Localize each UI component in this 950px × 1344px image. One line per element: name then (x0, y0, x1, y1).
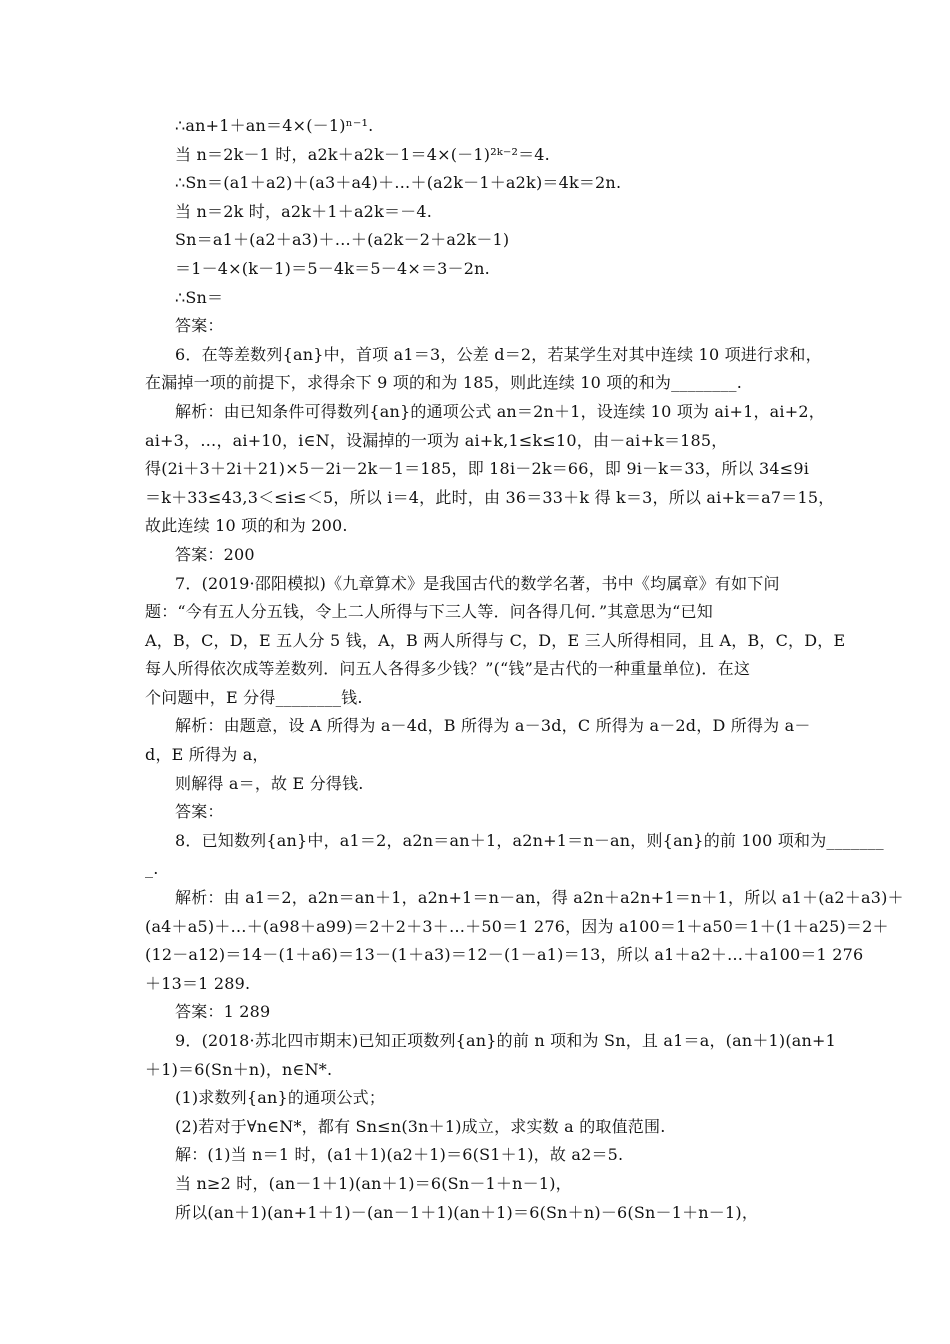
text-line: 9．(2018·苏北四市期末)已知正项数列{an}的前 n 项和为 Sn，且 a1＝a，(an＋1)(an+1 (175, 1031, 837, 1050)
text-line: ＋13＝1 289. (145, 973, 251, 993)
text-line: ∴Sn＝(a1＋a2)＋(a3＋a4)＋…＋(a2k－1＋a2k)＝4k＝2n. (175, 173, 622, 193)
text-line: 题：“今有五人分五钱，令上二人所得与下三人等．问各得几何．”其意思为“已知 (145, 602, 713, 622)
text-line: ＝1－4×(k－1)＝5－4k＝5－4×＝3－2n. (175, 258, 490, 278)
text-line: 个问题中，E 分得________钱. (145, 687, 363, 707)
text-line: 每人所得依次成等差数列．问五人各得多少钱？”(“钱”是古代的一种重量单位)．在这 (145, 659, 751, 679)
text-line: ∴Sn＝ (175, 287, 224, 307)
text-line: 答案：1 289 (175, 1002, 271, 1022)
text-line: 当 n≥2 时，(an－1＋1)(an＋1)＝6(Sn－1＋n－1)， (175, 1173, 572, 1193)
text-line: 当 n＝2k 时，a2k＋1＋a2k＝－4. (175, 201, 433, 221)
text-line: d，E 所得为 a， (145, 745, 269, 765)
text-line: 6．在等差数列{an}中，首项 a1＝3，公差 d＝2，若某学生对其中连续 10 项进行求和， (175, 344, 822, 364)
text-line: 则解得 a＝，故 E 分得钱. (175, 773, 364, 793)
text-line: 8．已知数列{an}中，a1＝2，a2n＝an＋1，a2n+1＝n－an，则{an}的前 100 项和为_______ (175, 830, 884, 850)
text-line: 解析：由题意，设 A 所得为 a－4d，B 所得为 a－3d，C 所得为 a－2d，D 所得为 a－ (175, 716, 811, 736)
text-line: 解：(1)当 n＝1 时，(a1＋1)(a2＋1)＝6(S1＋1)，故 a2＝5. (175, 1145, 624, 1165)
text-line: (a4＋a5)＋…＋(a98＋a99)＝2＋2＋3＋…＋50＝1 276，因为 a100＝1＋a50＝1＋(1＋a25)＝2＋ (145, 916, 889, 936)
text-line: 答案：200 (175, 544, 255, 564)
text-line: 在漏掉一项的前提下，求得余下 9 项的和为 185，则此连续 10 项的和为________. (145, 373, 742, 393)
text-line: 答案： (175, 316, 224, 336)
text-line: 7．(2019·邵阳模拟)《九章算术》是我国古代的数学名著，书中《均属章》有如下问 (175, 573, 780, 593)
text-line: 答案： (175, 802, 224, 822)
text-body (145, 112, 904, 1227)
text-line: 所以(an＋1)(an+1＋1)－(an－1＋1)(an＋1)＝6(Sn＋n)－6(Sn－1＋n－1)， (175, 1202, 759, 1222)
text-line: ＝k＋33≤43,3＜≤i≤＜5，所以 i＝4，此时，由 36＝33＋k 得 k＝3，所以 ai+k＝a7＝15， (145, 487, 835, 507)
text-line: 解析：由已知条件可得数列{an}的通项公式 an＝2n＋1，设连续 10 项为 ai+1，ai+2， (175, 401, 825, 421)
text-line: 当 n＝2k－1 时，a2k＋a2k－1＝4×(－1)²ᵏ⁻²＝4. (175, 144, 550, 164)
text-line: _. (145, 859, 159, 879)
text-line: (1)求数列{an}的通项公式； (175, 1088, 386, 1108)
text-line: (12－a12)＝14－(1＋a6)＝13－(1＋a3)＝12－(1－a1)＝13，所以 a1＋a2＋…＋a100＝1 276 (145, 945, 864, 965)
text-line: ∴an+1＋an＝4×(－1)ⁿ⁻¹. (175, 116, 374, 135)
text-line: (2)若对于∀n∈N*，都有 Sn≤n(3n＋1)成立，求实数 a 的取值范围. (175, 1116, 666, 1136)
text-line: ai+3，…，ai+10，i∈N，设漏掉的一项为 ai+k,1≤k≤10，由－ai+k＝185， (145, 430, 728, 450)
text-line: ＋1)＝6(Sn＋n)，n∈N*. (145, 1059, 333, 1079)
text-line: A，B，C，D，E 五人分 5 钱，A，B 两人所得与 C，D，E 三人所得相同，且 A，B，C，D，E (145, 630, 846, 650)
document-page (145, 112, 904, 1227)
text-line: 故此连续 10 项的和为 200. (145, 516, 348, 536)
text-line: Sn＝a1＋(a2＋a3)＋…＋(a2k－2＋a2k－1) (175, 230, 510, 250)
text-line: 解析：由 a1＝2，a2n＝an＋1，a2n+1＝n－an，得 a2n＋a2n+1＝n＋1，所以 a1＋(a2＋a3)＋ (175, 888, 904, 908)
text-line: 得(2i＋3＋2i＋21)×5－2i－2k－1＝185，即 18i－2k＝66，即 9i－k＝33，所以 34≤9i (145, 459, 810, 479)
